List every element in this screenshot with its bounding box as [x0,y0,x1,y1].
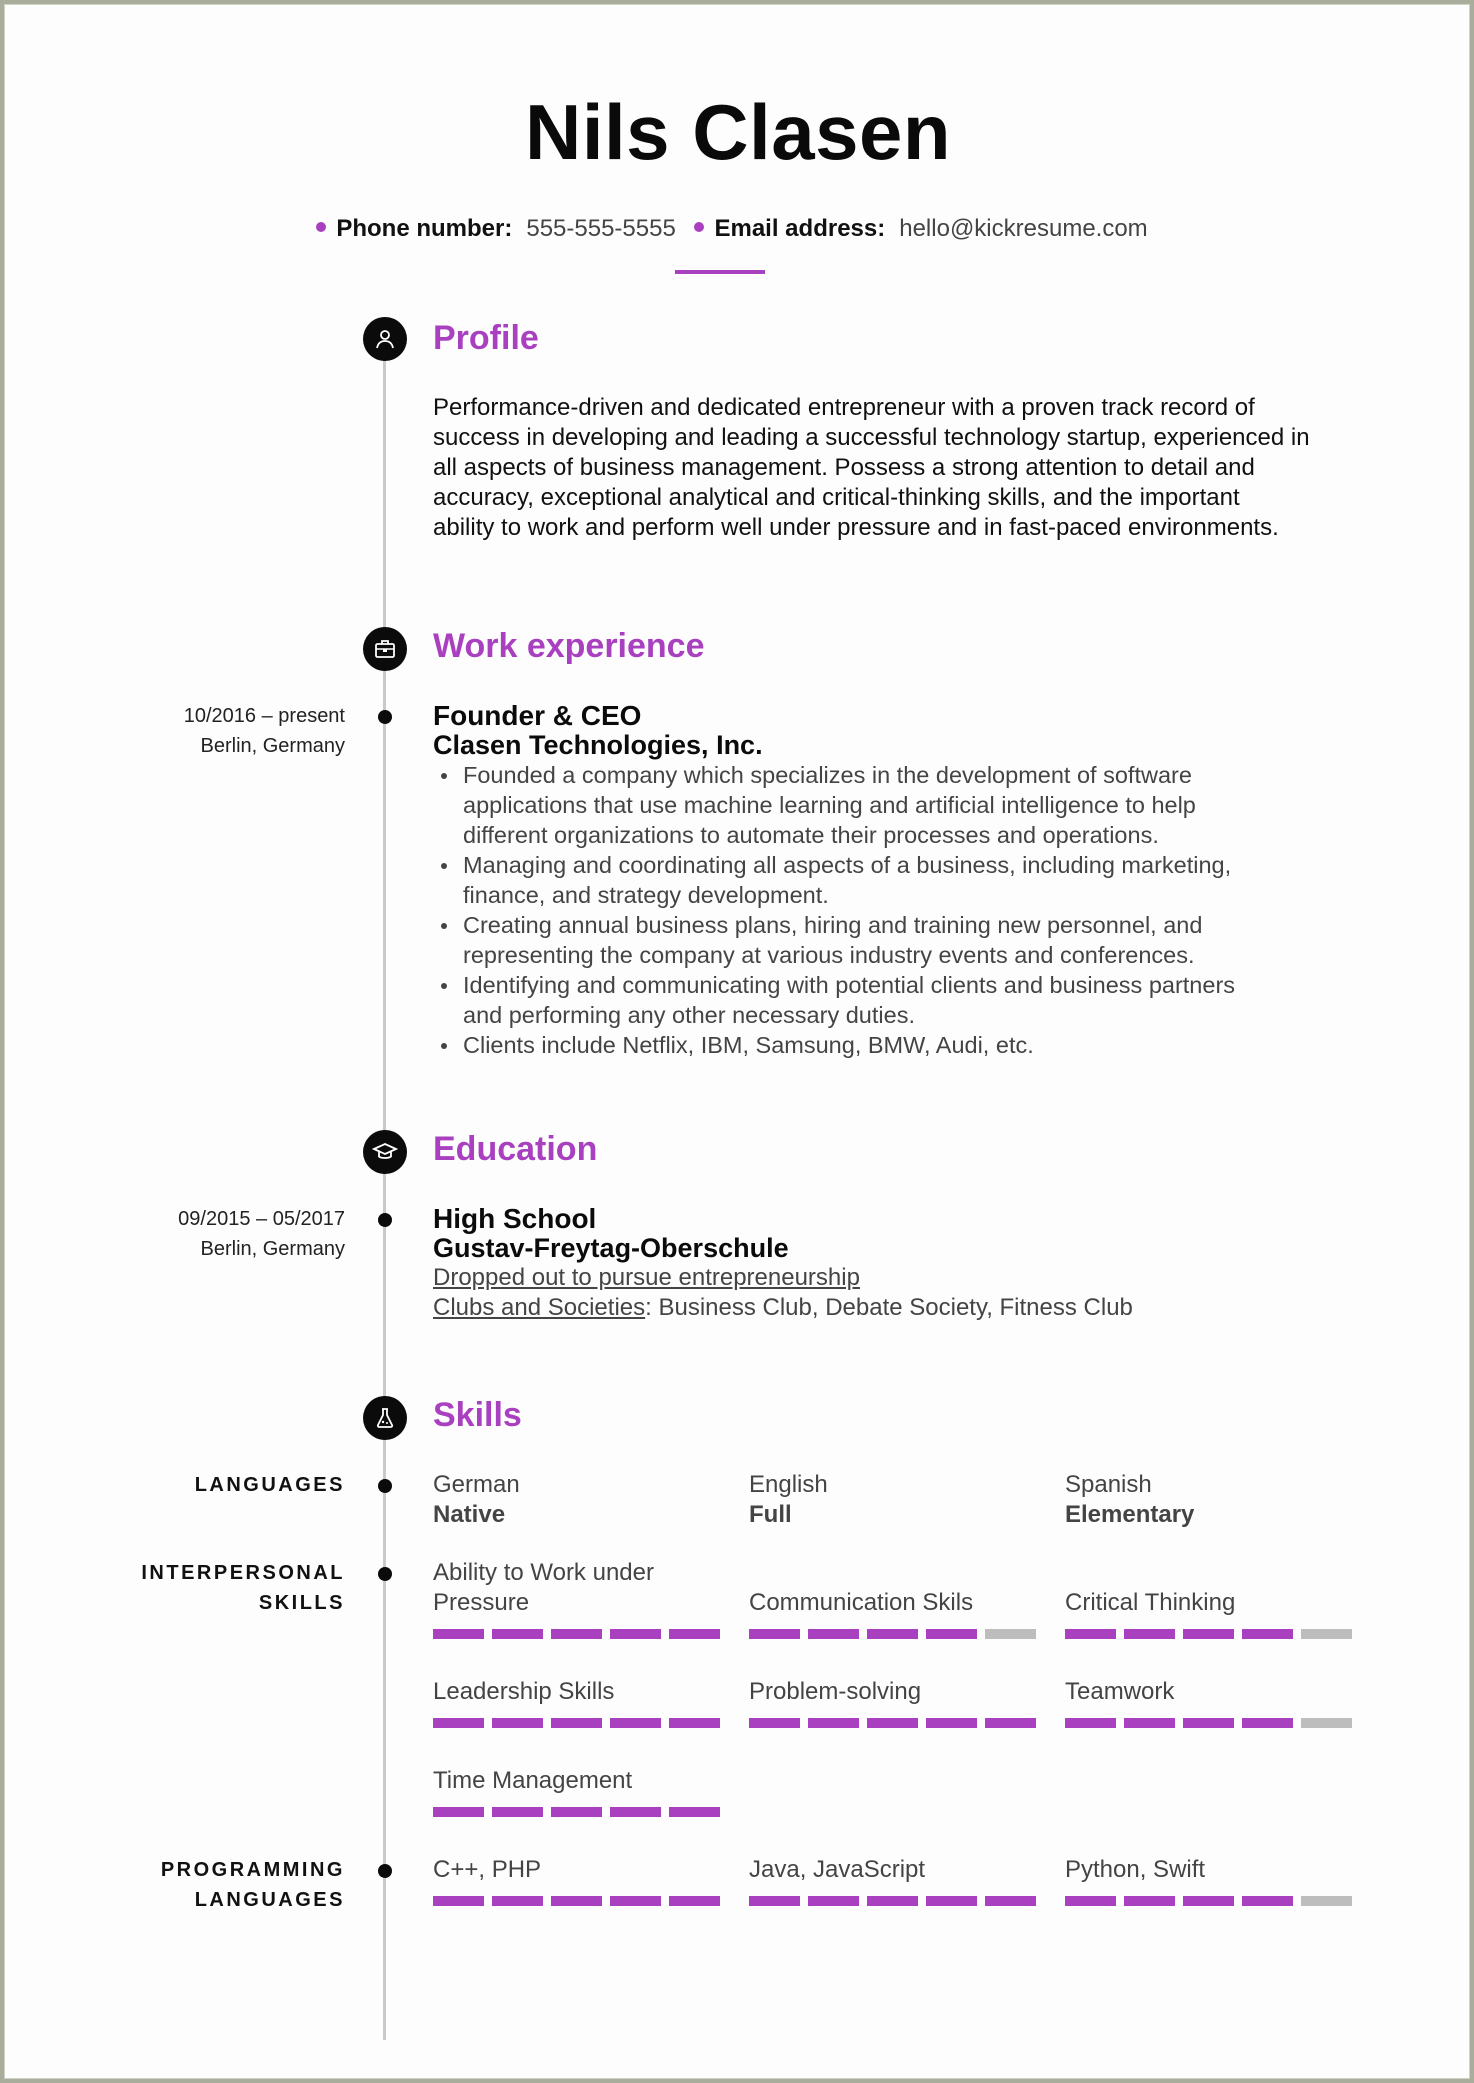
skill-item [433,1558,654,1618]
rating-segment-filled [551,1807,602,1817]
skill-rating-bar [749,1896,1036,1906]
duty-line: applications that use machine learning and artificial intelligence to help [463,792,1196,818]
profile-title: Profile [433,319,539,357]
rating-segment-filled [1124,1629,1175,1639]
skill-rating-bar [1065,1629,1352,1639]
duty-item [463,850,1413,910]
clubs-list: : Business Club, Debate Society, Fitness Club [645,1294,1133,1321]
rating-segment-filled [808,1718,859,1728]
job-company: Clasen Technologies, Inc. [433,730,763,760]
email-value[interactable]: hello@kickresume.com [899,215,1148,242]
rating-segment-filled [669,1807,720,1817]
rating-segment-filled [1183,1896,1234,1906]
skill-name: Teamwork [1065,1678,1175,1705]
skill-rating-bar [749,1629,1036,1639]
rating-segment-filled [1065,1629,1116,1639]
duty-line: and performing any other necessary duties. [463,1002,915,1028]
rating-segment-filled [492,1807,543,1817]
job-dates: 10/2016 – present [183,705,345,727]
briefcase-icon [363,627,407,671]
profile-summary [433,393,1413,543]
contact-line [5,215,1471,243]
rating-segment-filled [610,1807,661,1817]
skill-name: Leadership Skills [433,1678,615,1705]
duty-item [463,760,1413,850]
rating-segment-filled [433,1718,484,1728]
duty-line: Managing and coordinating all aspects of a business, including marketing, [463,852,1232,878]
rating-segment-filled [926,1896,977,1906]
rating-segment-filled [669,1629,720,1639]
skill-name: Java, JavaScript [749,1856,926,1883]
clubs-label: Clubs and Societies [433,1294,646,1321]
rating-segment-filled [867,1718,918,1728]
timeline-dot [378,1567,392,1581]
rating-segment-filled [1242,1718,1293,1728]
rating-segment-filled [669,1896,720,1906]
interpersonal-label [45,1558,345,1618]
duty-line: Clients include Netflix, IBM, Samsung, BMW, Audi, etc. [463,1032,1034,1058]
education-degree: High School [433,1203,597,1234]
education-meta [45,1204,345,1264]
education-note: Dropped out to pursue entrepreneurship [433,1264,860,1291]
rating-segment-empty [1301,1629,1352,1639]
skill-name: Pressure [433,1589,530,1616]
duty-line: finance, and strategy development. [463,882,829,908]
skill-name: Ability to Work under [433,1559,654,1586]
job-meta [45,701,345,761]
skill-name: Critical Thinking [1065,1589,1236,1616]
programming-label-line: LANGUAGES [194,1889,345,1911]
interpersonal-label-line: SKILLS [258,1592,345,1614]
skill-name: Communication Skils [749,1589,974,1616]
rating-segment-filled [1242,1896,1293,1906]
graduation-cap-icon [363,1130,407,1174]
profile-line: all aspects of business management. Possess a strong attention to detail and [433,454,1255,481]
job-duties [433,760,1413,1060]
rating-segment-filled [1065,1896,1116,1906]
rating-segment-filled [492,1896,543,1906]
skills-title: Skills [433,1396,522,1434]
profile-line: accuracy, exceptional analytical and critical-thinking skills, and the important [433,484,1240,511]
profile-line: Performance-driven and dedicated entrepreneur with a proven track record of [433,394,1255,421]
header-divider [675,270,765,274]
rating-segment-filled [926,1629,977,1639]
phone-label: Phone number: [336,215,513,242]
language-item [433,1470,520,1530]
rating-segment-filled [610,1629,661,1639]
language-name: German [433,1471,520,1498]
rating-segment-filled [492,1629,543,1639]
profile-line: ability to work and perform well under pressure and in fast-paced environments. [433,514,1279,541]
skill-rating-bar [433,1629,720,1639]
rating-segment-filled [1124,1718,1175,1728]
duty-line: Identifying and communicating with potential clients and business partners [463,972,1236,998]
rating-segment-filled [926,1718,977,1728]
duty-line: different organizations to automate their processes and operations. [463,822,1159,848]
job-location: Berlin, Germany [200,735,345,757]
resume-page [4,4,1470,2079]
rating-segment-filled [551,1718,602,1728]
rating-segment-filled [867,1629,918,1639]
education-school: Gustav-Freytag-Oberschule [433,1233,789,1263]
language-level: Full [749,1501,792,1528]
programming-label-line: PROGRAMMING [160,1859,345,1881]
candidate-name: Nils Clasen [524,88,951,176]
duty-item [463,910,1413,970]
rating-segment-filled [985,1718,1036,1728]
education-dates: 09/2015 – 05/2017 [178,1208,345,1230]
job-title: Founder & CEO [433,700,642,731]
rating-segment-filled [1183,1629,1234,1639]
rating-segment-filled [551,1629,602,1639]
rating-segment-filled [433,1807,484,1817]
skill-name: Python, Swift [1065,1856,1206,1883]
skill-rating-bar [1065,1896,1352,1906]
rating-segment-empty [1301,1896,1352,1906]
job-entry [433,702,1413,1060]
rating-segment-filled [985,1896,1036,1906]
duty-item [463,970,1413,1030]
timeline-line [383,340,386,2040]
rating-segment-filled [669,1718,720,1728]
rating-segment-filled [867,1896,918,1906]
timeline-dot [378,1864,392,1878]
rating-segment-filled [1242,1629,1293,1639]
education-clubs [433,1293,1413,1323]
language-item [749,1470,828,1530]
rating-segment-filled [808,1629,859,1639]
education-location: Berlin, Germany [200,1238,345,1260]
education-entry [433,1205,1413,1323]
skill-rating-bar [1065,1718,1352,1728]
skill-rating-bar [433,1718,720,1728]
rating-segment-filled [610,1718,661,1728]
language-item [1065,1470,1194,1530]
language-level: Elementary [1065,1501,1195,1528]
work-title: Work experience [433,627,705,665]
rating-segment-filled [551,1896,602,1906]
rating-segment-filled [433,1896,484,1906]
rating-segment-filled [749,1718,800,1728]
contact-dot [316,222,326,232]
rating-segment-filled [749,1896,800,1906]
phone-value: 555-555-5555 [526,215,676,242]
skill-name: C++, PHP [433,1856,542,1883]
rating-segment-empty [1301,1718,1352,1728]
rating-segment-filled [1124,1896,1175,1906]
rating-segment-empty [985,1629,1036,1639]
languages-label: LANGUAGES [194,1474,345,1496]
skill-name: Time Management [433,1767,633,1794]
duty-line: representing the company at various industry events and conferences. [463,942,1195,968]
timeline-dot [378,1213,392,1227]
duty-line: Creating annual business plans, hiring and training new personnel, and [463,912,1203,938]
skill-name: Problem-solving [749,1678,922,1705]
profile-line: success in developing and leading a successful technology startup, experienced in [433,424,1310,451]
rating-segment-filled [749,1629,800,1639]
flask-icon [363,1396,407,1440]
duty-item [463,1030,1413,1060]
contact-dot [694,222,704,232]
programming-label [45,1855,345,1915]
skill-rating-bar [433,1807,720,1817]
skill-rating-bar [749,1718,1036,1728]
education-title: Education [433,1130,598,1168]
rating-segment-filled [492,1718,543,1728]
rating-segment-filled [610,1896,661,1906]
duty-line: Founded a company which specializes in the development of software [463,762,1192,788]
timeline-dot [378,1479,392,1493]
interpersonal-label-line: INTERPERSONAL [141,1562,345,1584]
timeline-dot [378,710,392,724]
email-label: Email address: [714,215,886,242]
rating-segment-filled [808,1896,859,1906]
person-icon [363,317,407,361]
skill-rating-bar [433,1896,720,1906]
language-name: Spanish [1065,1471,1152,1498]
language-level: Native [433,1501,506,1528]
rating-segment-filled [1065,1718,1116,1728]
language-name: English [749,1471,828,1498]
rating-segment-filled [1183,1718,1234,1728]
rating-segment-filled [433,1629,484,1639]
